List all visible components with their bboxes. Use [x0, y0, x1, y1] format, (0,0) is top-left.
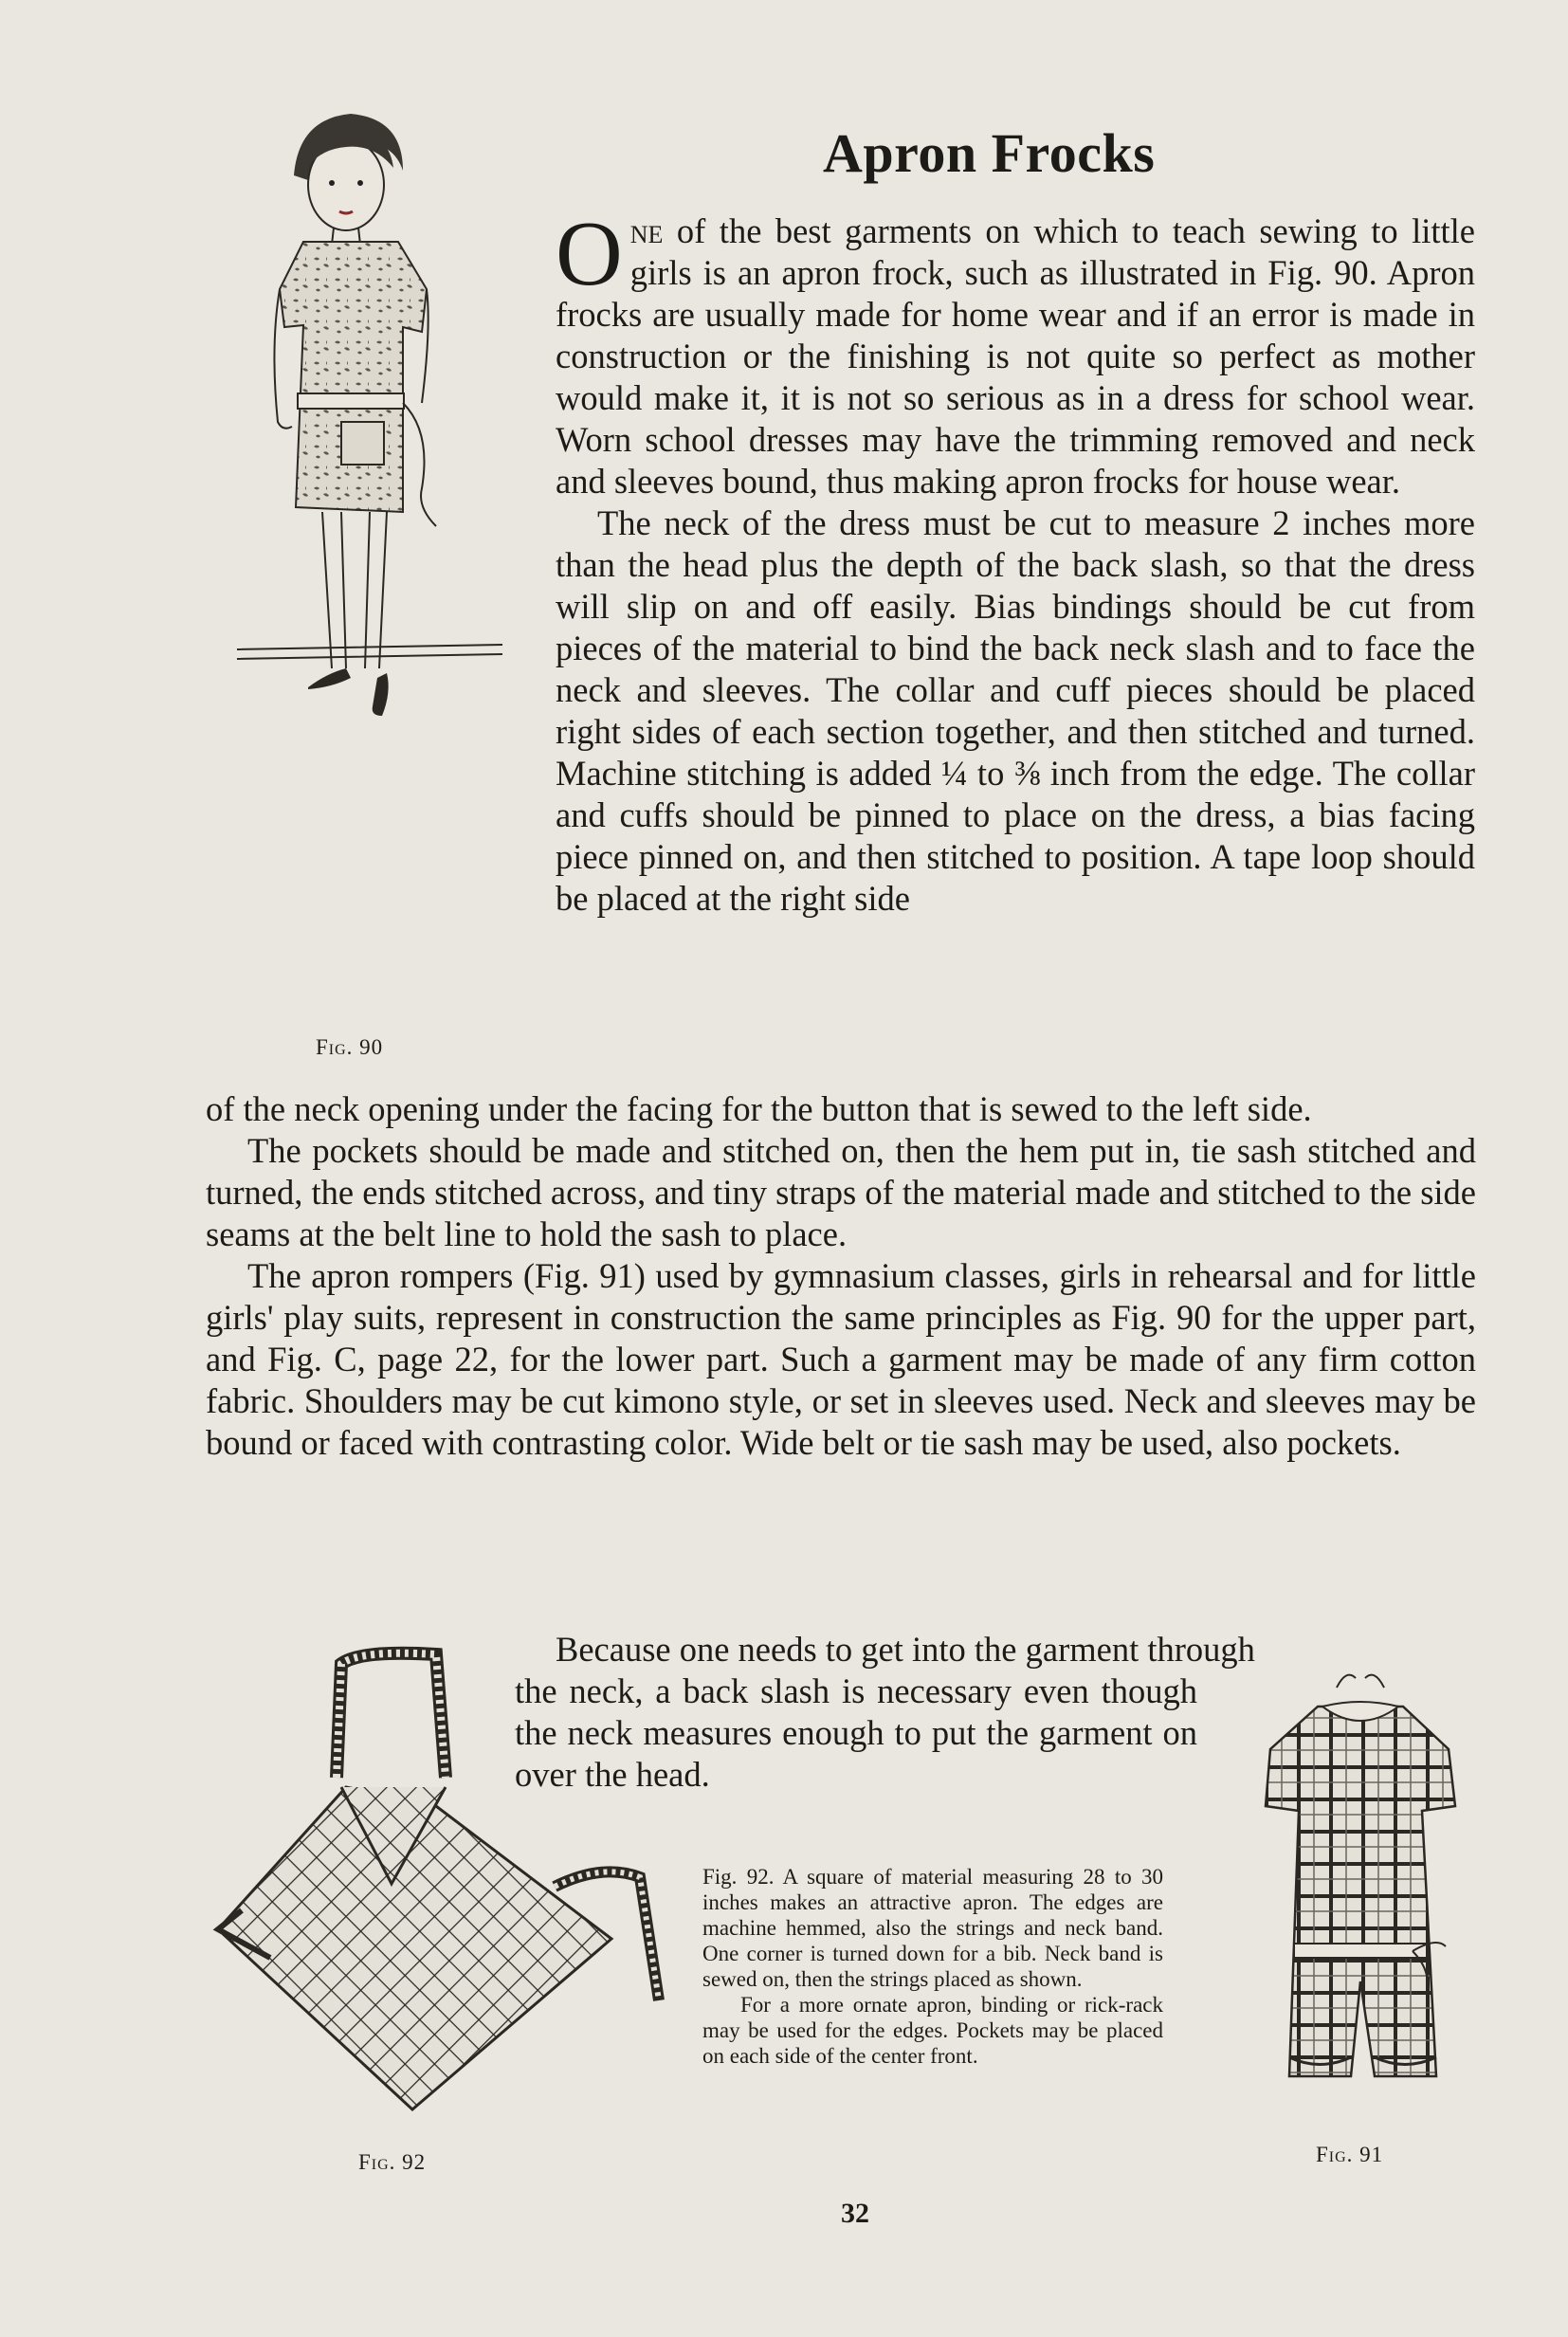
top-text-column [556, 203, 1475, 920]
paragraph-4: The apron rompers (Fig. 91) used by gymnasium classes, girls in rehearsal and for little girls' play suits, represent in construction the same principles as Fig. 90 for the upper part, and Fig. C, page 22, for the lower part. Such a garment may be made of any firm cotton fabric. Shoulders may be cut kimono style, or set in sleeves used. Neck and sleeves may be bound or faced with contrasting color. Wide belt or tie sash may be used, also pockets. [206, 1256, 1476, 1462]
paragraph-3: The pockets should be made and stitched on, then the hem put in, tie sash stitched and turned, the ends stitched across, and tiny straps of the material made and stitched to the side seams at the belt line to hold the sash to place. [206, 1131, 1476, 1253]
fig-90-label: Fig. 90 [316, 1035, 384, 1059]
page-title: Apron Frocks [823, 122, 1156, 184]
paragraph-2: The neck of the dress must be cut to measure 2 inches more than the head plus the depth of the back slash, so that the dress will slip on and off easily. Bias bindings should be cut from pieces of the material to bind the back neck slash and to face the neck and sleeves. The collar and cuff pieces should be placed right sides of each section together, and then stitched and turned. Machine stitching is added ¼ to ⅜ inch from the edge. The collar and cuffs should be pinned to place on the dress, a bias facing piece pinned on, and then stitched to position. A tape loop should be placed at the right side [556, 503, 1475, 918]
fig-92-caption [702, 1864, 1163, 2069]
fig-91-label: Fig. 91 [1316, 2143, 1384, 2166]
drop-cap: O [556, 203, 623, 305]
fig-92-label: Fig. 92 [358, 2150, 427, 2174]
caption-92-p1: Fig. 92. A square of material measuring 28 to 30 inches makes an attractive apron. The edges are machine hemmed, also the strings and neck band. One corner is turned down for a bib. Neck band is sewed on, then the strings placed as shown. [702, 1865, 1163, 1991]
paragraph-5-line1: Because one needs to get into the garment through [556, 1630, 1255, 1669]
paragraph-2-continued: of the neck opening under the facing for the button that is sewed to the left side. [206, 1089, 1312, 1128]
fig-91-illustration [1232, 1669, 1488, 2143]
caption-92-p2: For a more ornate apron, binding or rick-rack may be used for the edges. Pockets may be placed on each side of the center front. [702, 1993, 1163, 2068]
para1-text: of the best garments on which to teach sewing to little girls is an apron frock, such as illustrated in Fig. 90. Apron frocks are usually made for home wear and if an error is made in construction or the finishing is not quite so perfect as mother would make it, it is not so serious as in a dress for school wear. Worn school dresses may have the trimming removed and neck and sleeves bound, thus making apron frocks for house wear. [556, 211, 1475, 501]
paragraph-1 [556, 203, 1475, 502]
fig-92-illustration [213, 1635, 668, 2128]
full-width-text [206, 1088, 1476, 1464]
fig-90-illustration [228, 109, 521, 1038]
page-number: 32 [841, 2198, 869, 2229]
para1-smallcaps: ne [629, 211, 664, 250]
paragraph-5-rest: the neck, a back slash is necessary even though the neck measures enough to put the garment on over the head. [515, 1671, 1197, 1794]
